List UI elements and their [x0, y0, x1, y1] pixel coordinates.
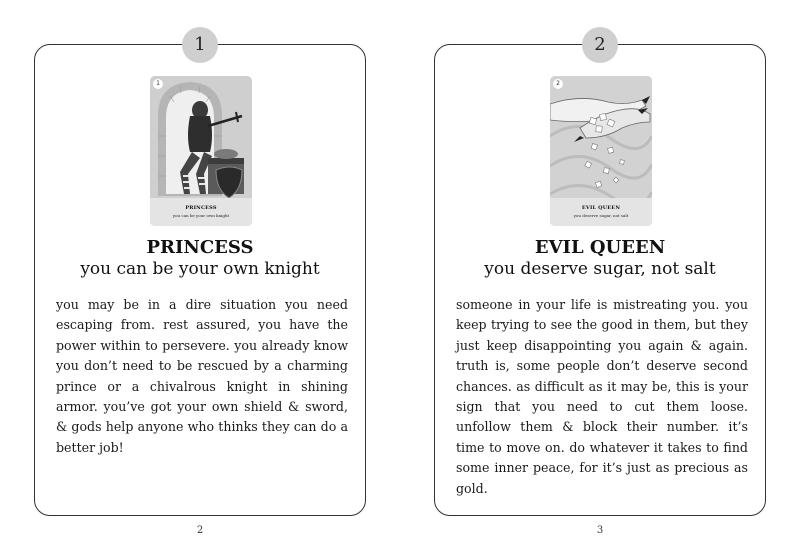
thumbnail-title: EVIL QUEEN [581, 205, 621, 211]
page-right [400, 0, 800, 555]
page-number: 2 [196, 525, 204, 536]
card-evil-queen [434, 34, 766, 516]
card-subtitle: you deserve sugar, not salt [484, 259, 716, 279]
card-subtitle: you can be your own knight [80, 259, 320, 279]
card-description: someone in your life is mistreating you. you keep trying to see the good in them, but they just keep disappointing you again & again. truth is, some people don’t deserve second chances. as difficult as it may be, this is your sign that you need to cut them loose. unfollow them & block their number. it’s time to move on. do whatever it takes to find some inner peace, for it’s just as precious as gold. [456, 297, 748, 496]
thumbnail-title: PRINCESS [185, 205, 217, 211]
thumbnail-subtitle: you can be your own knight [172, 213, 230, 218]
thumbnail-subtitle: you deserve sugar, not salt [573, 213, 629, 218]
card-number-badge: 1 [182, 27, 218, 63]
card-title: PRINCESS [146, 237, 254, 258]
evil-queen-illustration [550, 76, 652, 226]
card-thumbnail-evil-queen [550, 76, 652, 226]
thumbnail-number: 1 [153, 79, 163, 89]
card-description: you may be in a dire situation you need escaping from. rest assured, you have the power within to persevere. you already know you don’t need to be rescued by a charming prince or a chivalrous knight in shining armor. you’ve got your own shield & sword, & gods help anyone who thinks they can do a better job! [56, 297, 348, 455]
card-thumbnail-princess [150, 76, 252, 226]
page-number: 3 [596, 525, 604, 536]
card-number-badge: 2 [582, 27, 618, 63]
princess-illustration [150, 76, 252, 226]
thumbnail-number: 2 [553, 79, 563, 89]
card-princess [34, 34, 366, 516]
card-title: EVIL QUEEN [534, 237, 666, 258]
